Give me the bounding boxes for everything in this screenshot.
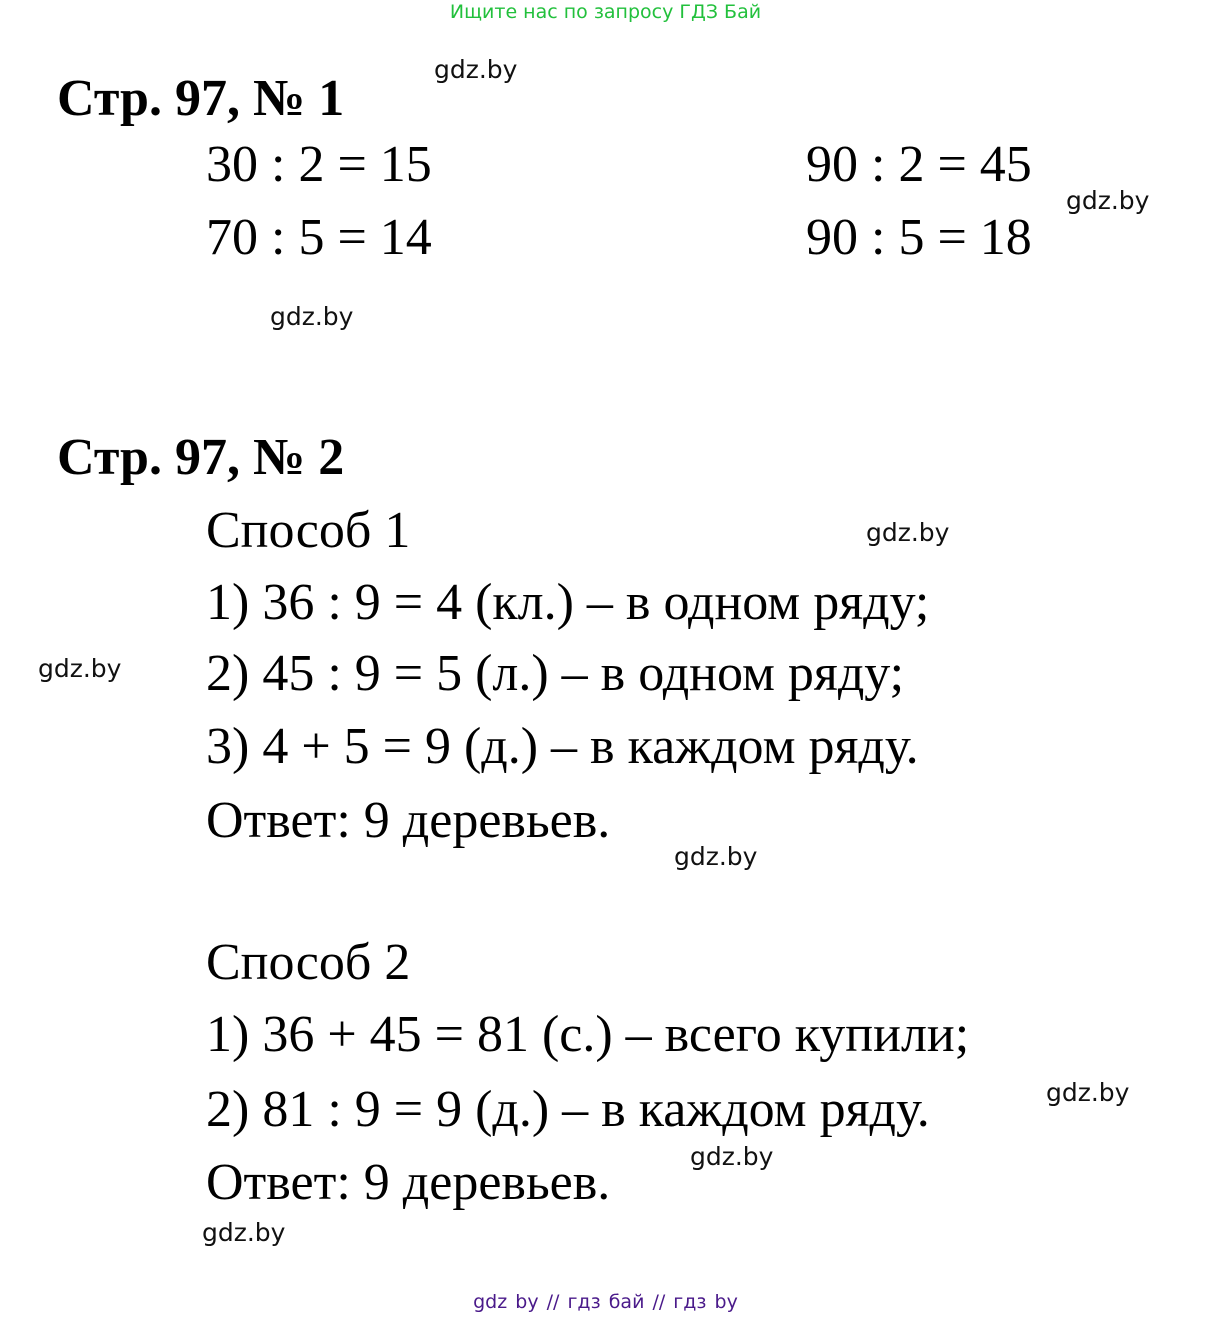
watermark: gdz.by [434,55,518,84]
method2-title: Способ 2 [206,934,411,991]
method1-step: 1) 36 : 9 = 4 (кл.) – в одном ряду; [206,574,930,631]
method2-step: 1) 36 + 45 = 81 (с.) – всего купили; [206,1006,970,1063]
watermark: gdz.by [270,302,354,331]
watermark: gdz.by [690,1142,774,1171]
watermark: gdz.by [866,518,950,547]
search-banner: Ищите нас по запросу ГДЗ Бай [449,1,762,23]
section2-heading: Стр. 97, № 2 [57,429,345,486]
watermark: gdz.by [674,842,758,871]
watermark: gdz.by [202,1218,286,1247]
equation: 30 : 2 = 15 [206,136,432,193]
footer-links: gdz by // гдз бай // гдз by [473,1291,738,1313]
section1-heading: Стр. 97, № 1 [57,70,345,127]
method2-answer: Ответ: 9 деревьев. [206,1154,611,1211]
method1-step: 2) 45 : 9 = 5 (л.) – в одном ряду; [206,645,905,702]
method1-step: 3) 4 + 5 = 9 (д.) – в каждом ряду. [206,718,919,775]
watermark: gdz.by [1046,1078,1130,1107]
watermark: gdz.by [38,654,122,683]
method2-step: 2) 81 : 9 = 9 (д.) – в каждом ряду. [206,1081,930,1138]
equation: 90 : 2 = 45 [806,136,1032,193]
equation: 70 : 5 = 14 [206,209,432,266]
equation: 90 : 5 = 18 [806,209,1032,266]
method1-title: Способ 1 [206,502,411,559]
method1-answer: Ответ: 9 деревьев. [206,792,611,849]
watermark: gdz.by [1066,186,1150,215]
